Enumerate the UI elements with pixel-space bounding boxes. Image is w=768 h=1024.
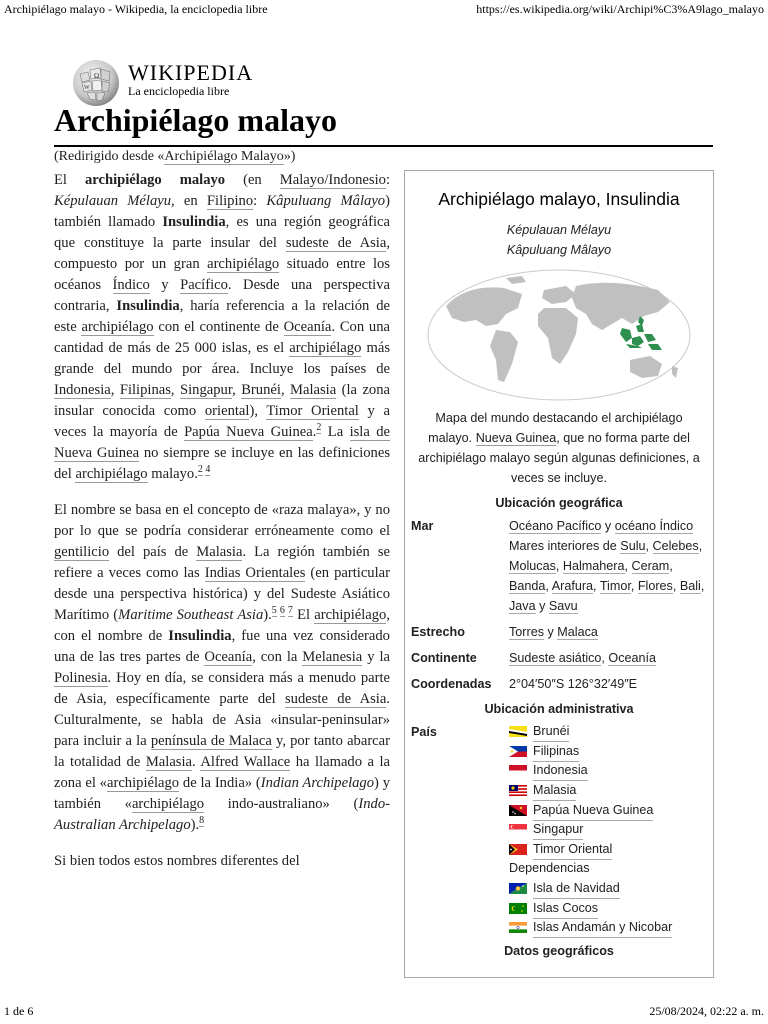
bold-term: Insulindia xyxy=(116,298,180,314)
reference-link[interactable] xyxy=(272,605,293,617)
reference-link[interactable] xyxy=(199,815,204,827)
country-singapur xyxy=(509,820,707,840)
bold-term: Insulindia xyxy=(168,628,232,644)
flag-singapore-icon xyxy=(509,824,527,835)
native-name-2: Kâpuluang Mâlayo xyxy=(506,243,612,257)
dependency-islas-andaman-y-nicobar xyxy=(509,918,707,938)
row-continente xyxy=(405,648,713,668)
italic-term: Maritime Southeast Asia xyxy=(118,607,264,623)
article-link[interactable]: Indias Orientales xyxy=(204,565,306,581)
country-malasia xyxy=(509,781,707,801)
article-link[interactable]: sudeste de Asia xyxy=(285,691,387,707)
article-link[interactable]: sudeste de Asia xyxy=(285,235,387,251)
map-caption-text-2: , que no forma parte del archipiélago malayo según algunas definiciones, a veces se incluye. xyxy=(418,431,700,485)
article-link[interactable]: Oceanía xyxy=(204,649,253,665)
paragraph-2: El nombre se basa en el concepto de «raza malaya», y no por lo que se podría considerar erróneamente como el gentilicio del país de Malasia. La región también se refiere a veces como las Indias Orientales (en particular desde una perspectiva histórica) y del Sudeste Asiático Marítimo (Maritime Southeast Asia).$^{5 6 7}$ El archipiélago, con el nombre de Insulindia, fue una vez considerado una de las tres partes de Oceanía, con la Melanesia y la Polinesia. Hoy en día, se considera más a menudo parte de Asia, específicamente parte del sudeste de Asia. Culturalmente, se habla de Asia «insular-peninsular» para incluir a la península de Malaca y, por tanto abarcar la totalidad de Malasia. Alfred Wallace ha llamado a la zona el «archipiélago de la India» (Indian Archipelago) y también «archipiélago indo-australiano» (Indo-Australian Archipelago).$^8$ xyxy=(54,502,391,833)
redirect-suffix: ») xyxy=(283,149,296,164)
article-link[interactable]: Malasia xyxy=(290,382,337,398)
reference-number[interactable]: 2 xyxy=(197,464,203,476)
italic-term: Indo-Australian Archipelago xyxy=(54,796,390,833)
flag-christmas-island-icon xyxy=(509,883,527,894)
article-link[interactable]: Brunéi xyxy=(241,382,281,398)
dependency-isla-de-navidad xyxy=(509,879,707,899)
italic-term: Képulauan Mélayu xyxy=(54,193,172,209)
link-mar-banda[interactable]: Banda xyxy=(509,579,546,593)
article-link[interactable]: archipiélago xyxy=(314,607,387,623)
article-body xyxy=(54,170,390,887)
link-sudeste-asiatico[interactable]: Sudeste asiático xyxy=(509,651,602,665)
link-timor-oriental[interactable]: Timor Oriental xyxy=(533,839,612,860)
bold-term: archipiélago malayo xyxy=(84,172,226,188)
infobox xyxy=(404,170,714,978)
label-coordenadas: Coordenadas xyxy=(411,677,492,691)
value-coordenadas[interactable]: 2°04′50″S 126°32′49″E xyxy=(509,677,638,691)
article-link[interactable]: Filipino xyxy=(206,193,254,209)
print-footer xyxy=(4,1004,764,1020)
country-brunei xyxy=(509,722,707,742)
article-link[interactable]: Polinesia xyxy=(54,670,108,686)
svg-text:Ω: Ω xyxy=(94,72,100,80)
link-mar-bali[interactable]: Bali xyxy=(679,579,701,593)
label-estrecho: Estrecho xyxy=(411,625,465,639)
link-indonesia[interactable]: Indonesia xyxy=(533,760,588,781)
mares-interiores-prefix: Mares interiores de xyxy=(509,539,621,553)
print-header xyxy=(4,2,764,18)
article-link[interactable]: archipiélago xyxy=(289,340,362,356)
link-islas-cocos[interactable]: Islas Cocos xyxy=(533,898,598,919)
flag-east-timor-icon xyxy=(509,844,527,855)
map-caption xyxy=(413,408,705,488)
link-mar-timor[interactable]: Timor xyxy=(599,579,631,593)
print-footer-page: 1 de 6 xyxy=(4,1004,34,1018)
reference-number[interactable]: 4 xyxy=(205,464,211,476)
row-mar xyxy=(405,516,713,616)
article-link[interactable]: archipiélago xyxy=(131,796,205,812)
label-pais: País xyxy=(411,725,437,739)
flag-papua-new-guinea-icon xyxy=(509,805,527,816)
link-isla-de-navidad[interactable]: Isla de Navidad xyxy=(533,878,620,899)
native-name-1: Képulauan Mélayu xyxy=(506,223,612,237)
infobox-title: Archipiélago malayo, Insulindia xyxy=(438,189,680,209)
link-mar-celebes[interactable]: Celebes xyxy=(652,539,699,553)
article-link[interactable]: Malasia xyxy=(196,544,243,560)
label-mar: Mar xyxy=(411,519,434,533)
reference-number[interactable]: 6 xyxy=(279,605,285,617)
wikipedia-globe-icon xyxy=(70,56,122,108)
section-geographic-location: Ubicación geográfica xyxy=(495,496,623,510)
value-mar xyxy=(509,516,707,616)
link-malaca[interactable]: Malaca xyxy=(557,625,598,639)
article-link[interactable]: archipiélago xyxy=(75,466,148,482)
value-estrecho: Torres y Malaca xyxy=(509,625,598,639)
link-mar-java[interactable]: Java xyxy=(509,599,536,613)
flag-brunei-icon xyxy=(509,726,527,737)
article-link[interactable]: gentilicio xyxy=(54,544,110,560)
map-caption-link-nueva-guinea[interactable]: Nueva Guinea xyxy=(475,431,557,445)
reference-number[interactable]: 8 xyxy=(199,815,205,827)
redirect-link[interactable]: Archipiélago Malayo xyxy=(164,149,284,164)
article-link[interactable]: Timor Oriental xyxy=(266,403,359,419)
link-papua-nueva-guinea[interactable]: Papúa Nueva Guinea xyxy=(533,800,653,821)
flag-cocos-islands-icon xyxy=(509,903,527,914)
link-mar-savu[interactable]: Savu xyxy=(548,599,578,613)
wikipedia-tagline: La enciclopedia libre xyxy=(128,84,230,98)
bold-term: Insulindia xyxy=(162,214,226,230)
reference-link[interactable] xyxy=(198,464,211,476)
print-header-url: https://es.wikipedia.org/wiki/Archipi%C3%A9lago_malayo xyxy=(476,2,764,16)
title-divider xyxy=(54,145,713,147)
italic-term: Indian Archipelago xyxy=(260,775,375,791)
flag-india-icon xyxy=(509,922,527,933)
row-estrecho xyxy=(405,622,713,642)
link-oceano-pacifico[interactable]: Océano Pacífico xyxy=(509,519,602,533)
article-link[interactable]: Alfred Wallace xyxy=(200,754,291,770)
article-link[interactable]: Malayo/Indonesio xyxy=(279,172,386,188)
article-link[interactable]: Melanesia xyxy=(302,649,363,665)
article-link[interactable]: Pacífico xyxy=(180,277,228,293)
article-link[interactable]: Papúa Nueva Guinea xyxy=(184,424,313,440)
value-pais xyxy=(509,722,707,938)
link-oceano-indico[interactable]: océano Índico xyxy=(614,519,694,533)
link-mar-halmahera[interactable]: Halmahera xyxy=(562,559,625,573)
article-link[interactable]: península de Malaca xyxy=(150,733,272,749)
article-link[interactable]: isla de Nueva Guinea xyxy=(54,424,390,461)
link-filipinas[interactable]: Filipinas xyxy=(533,741,579,762)
row-pais xyxy=(405,722,713,938)
flag-philippines-icon xyxy=(509,746,527,757)
world-map-image[interactable] xyxy=(426,268,692,402)
country-papua-nueva-guinea xyxy=(509,800,707,820)
svg-text:W: W xyxy=(84,85,90,91)
mar-conjunction: y xyxy=(601,519,615,533)
article-link[interactable]: Filipinas xyxy=(119,382,171,398)
redirect-prefix: (Redirigido desde « xyxy=(54,149,165,164)
country-timor-oriental xyxy=(509,840,707,860)
reference-link[interactable] xyxy=(316,422,321,434)
article-link[interactable]: archipiélago xyxy=(81,319,154,335)
section-geographic-data: Datos geográficos xyxy=(504,943,614,958)
country-filipinas xyxy=(509,742,707,762)
article-link[interactable]: oriental xyxy=(204,403,250,419)
map-caption-text-1: Mapa del mundo destacando el archipiélago malayo. xyxy=(428,411,683,445)
print-footer-datetime: 25/08/2024, 02:22 a. m. xyxy=(649,1004,764,1018)
link-malasia[interactable]: Malasia xyxy=(533,780,576,801)
flag-indonesia-icon xyxy=(509,765,527,776)
link-mar-sulu[interactable]: Sulu xyxy=(620,539,646,553)
reference-number[interactable]: 7 xyxy=(287,605,293,617)
section-administrative-location: Ubicación administrativa xyxy=(484,702,634,716)
link-torres[interactable]: Torres xyxy=(509,625,544,639)
article-link[interactable]: archipiélago xyxy=(106,775,180,791)
article-link[interactable]: Malasia xyxy=(145,754,193,770)
link-mar-ceram[interactable]: Ceram xyxy=(631,559,670,573)
label-continente: Continente xyxy=(411,651,477,665)
paragraph-3: Si bien todos estos nombres diferentes del xyxy=(54,853,300,869)
link-mar-molucas[interactable]: Molucas xyxy=(509,559,556,573)
article-link[interactable]: Indonesia xyxy=(54,382,111,398)
link-singapur[interactable]: Singapur xyxy=(533,819,583,840)
reference-number[interactable]: 5 xyxy=(271,605,277,617)
paragraph-1: El archipiélago malayo (en Malayo/Indonesio: Képulauan Mélayu, en Filipino: Kâpuluang Mâlayo) también llamado Insulindia, es una región geográfica que constituye la parte insular del sudeste de Asia, compuesto por un gran archipiélago situado entre los océanos Índico y Pacífico. Desde una perspectiva contraria, Insulindia, haría referencia a la relación de este archipiélago con el continente de Oceanía. Con una cantidad de más de 25 000 islas, es el archipiélago más grande del mundo por área. Incluye los países de Indonesia, Filipinas, Singapur, Brunéi, Malasia (la zona insular conocida como oriental), Timor Oriental y a veces la mayoría de Papúa Nueva Guinea.$^2$ La isla de Nueva Guinea no siempre se incluye en las definiciones del archipiélago malayo.$^{2 4}$ xyxy=(54,172,391,482)
link-islas-andaman-y-nicobar[interactable]: Islas Andamán y Nicobar xyxy=(533,917,672,938)
wikipedia-wordmark: WIKIPEDIA xyxy=(128,60,254,85)
print-header-title: Archipiélago malayo - Wikipedia, la enciclopedia libre xyxy=(4,2,268,16)
link-oceania[interactable]: Oceanía xyxy=(608,651,657,665)
link-brunei[interactable]: Brunéi xyxy=(533,721,569,742)
wikipedia-logo[interactable] xyxy=(70,56,260,106)
article-link[interactable]: Índico xyxy=(112,277,150,293)
dependency-islas-cocos xyxy=(509,898,707,918)
article-link[interactable]: archipiélago xyxy=(207,256,280,272)
link-mar-flores[interactable]: Flores xyxy=(637,579,673,593)
dependencias-label: Dependencias xyxy=(509,861,590,876)
redirect-notice xyxy=(54,149,295,165)
page-title: Archipiélago malayo xyxy=(54,102,337,138)
reference-number[interactable]: 2 xyxy=(316,422,322,434)
article-link[interactable]: Singapur xyxy=(180,382,233,398)
row-coordenadas xyxy=(405,674,713,694)
mares-interiores-list: Sulu, Celebes, Molucas, Halmahera, Ceram, Banda, Arafura, Timor, Flores, Bali, Java y Savu xyxy=(509,539,705,613)
italic-term: Kâpuluang Mâlayo xyxy=(266,193,386,209)
link-mar-arafura[interactable]: Arafura xyxy=(551,579,594,593)
country-indonesia xyxy=(509,761,707,781)
article-link[interactable]: Oceanía xyxy=(283,319,332,335)
flag-malaysia-icon xyxy=(509,785,527,796)
value-continente: Sudeste asiático, Oceanía xyxy=(509,651,657,665)
